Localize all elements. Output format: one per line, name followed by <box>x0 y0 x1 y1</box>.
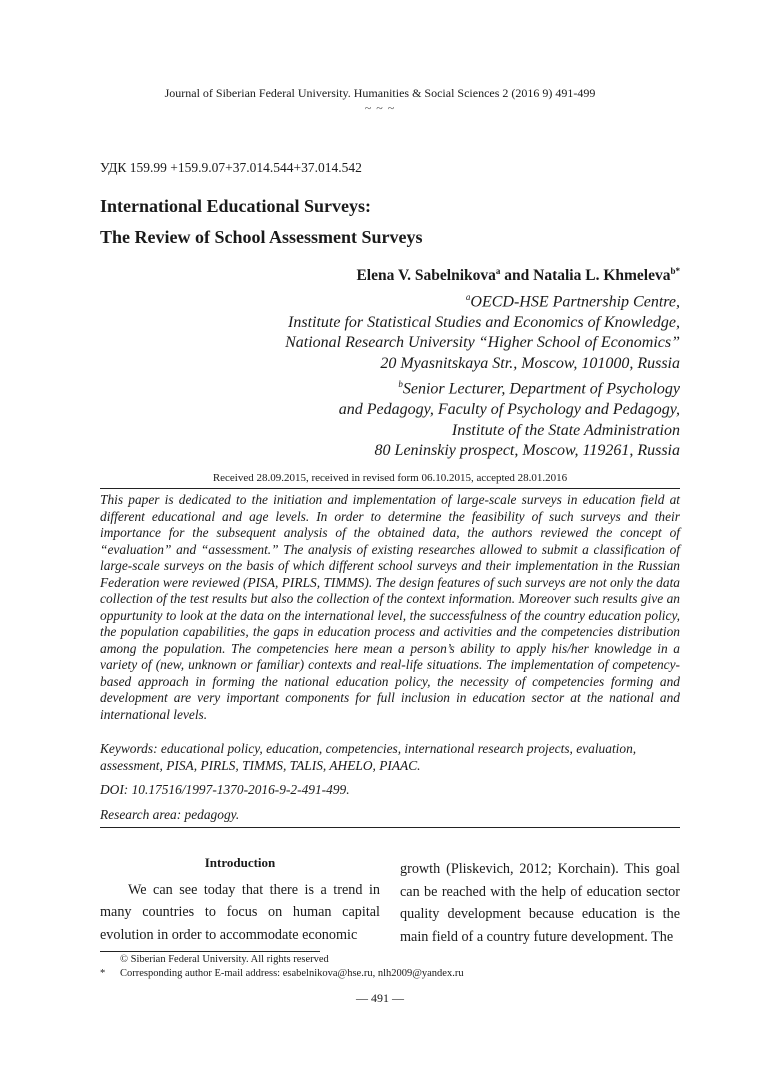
author-line <box>100 266 680 285</box>
affil-a-line-2: Institute for Statistical Studies and Economics of Knowledge, <box>288 313 680 331</box>
author-2: Natalia L. Khmeleva <box>533 267 671 285</box>
affil-b-line-3: Institute of the State Administration <box>451 421 680 439</box>
left-column <box>100 852 380 946</box>
abstract-bottom-rule <box>100 827 680 828</box>
affil-a-line-3: National Research University “Higher School of Economics” <box>285 334 680 352</box>
author-1-sup: a <box>495 266 501 276</box>
affil-b-sup: b <box>398 379 403 390</box>
affil-b-line-4: 80 Leninskiy prospect, Moscow, 119261, Russia <box>374 442 680 460</box>
author-conj: and <box>500 267 534 285</box>
received-dates: Received 28.09.2015, received in revised form 06.10.2015, accepted 28.01.2016 <box>212 472 568 484</box>
page-number: — 491 — <box>356 991 404 1005</box>
intro-paragraph-right: growth (Pliskevich, 2012; Korchain). This goal can be reached with the help of education sector quality development because education is the main field of a country future development. The <box>400 861 680 945</box>
right-column <box>400 858 680 948</box>
abstract-top-rule <box>100 488 680 489</box>
footnote-corresponding: * Corresponding author E-mail address: esabelnikova@hse.ru, nlh2009@yandex.ru <box>100 968 464 979</box>
footnote-rule <box>100 951 320 952</box>
title-line-2: The Review of School Assessment Surveys <box>100 227 423 247</box>
title-line-1: International Educational Surveys: <box>100 196 372 216</box>
author-1: Elena V. Sabelnikova <box>356 267 496 285</box>
affil-a-line-4: 20 Myasnitskaya Str., Moscow, 101000, Russia <box>380 354 680 372</box>
author-2-sup: b* <box>670 266 680 276</box>
footnote-star: * <box>100 968 106 979</box>
abstract: This paper is dedicated to the initiation and implementation of large-scale surveys in education field at different educational and age levels. In order to determine the feasibility of such surveys and their importance for the subsequent analysis of the obtained data, the authors reviewed the concept of “evaluation” and “assessment.” The analysis of existing researches allowed to submit a classification of large-scale surveys on the basis of which different school surveys and their implementation in the Russian Federation were reviewed (PISA, PIRLS, TIMMS). The design features of such surveys are not only the data collection of the test results but also the collection of the context information. Moreover such results give an oppurtunity to look at the data on the international level, the successfulness of the country education policy, the population capabilities, the gaps in education process and activities and the competencies distribution among the population. The competencies here mean a person’s ability to apply his/her knowledge in a variety of (new, unknown or familiar) contexts and real-life situations. The implementation of competency-based approach in forming the national education policy, the necessity of competencies forming and development are very important components for full inclusion in education sector at the national and international levels. <box>100 492 680 722</box>
affil-b-line-2: and Pedagogy, Faculty of Psychology and Pedagogy, <box>338 401 680 419</box>
affil-a-line-1: $^a$OECD-HSE Partnership Centre, <box>465 292 680 311</box>
affil-a-sup: a <box>465 292 471 302</box>
journal-header: Journal of Siberian Federal University. Humanities & Social Sciences 2 (2016 9) 491-499 <box>164 86 596 100</box>
udc-code: УДК 159.99 +159.9.07+37.014.544+37.014.542 <box>100 160 362 175</box>
keywords: Keywords: educational policy, education, competencies, international research projects, evaluation, assessment, PISA, PIRLS, TIMMS, TALIS, AHELO, PIAAC. <box>100 741 637 773</box>
doi: DOI: 10.17516/1997-1370-2016-9-2-491-499. <box>100 782 350 797</box>
intro-paragraph-left: We can see today that there is a trend in many countries to focus on human capital evolution in order to accommodate economic <box>100 881 380 943</box>
research-area: Research area: pedagogy. <box>100 807 240 822</box>
affiliation-a <box>100 287 680 462</box>
header-separator: ~ ~ ~ <box>364 101 396 115</box>
affil-b-line-1: $^b$Senior Lecturer, Department of Psychology <box>398 379 680 398</box>
introduction-heading: Introduction <box>204 855 276 870</box>
footnote-copyright: © Siberian Federal University. All rights reserved <box>120 954 329 965</box>
